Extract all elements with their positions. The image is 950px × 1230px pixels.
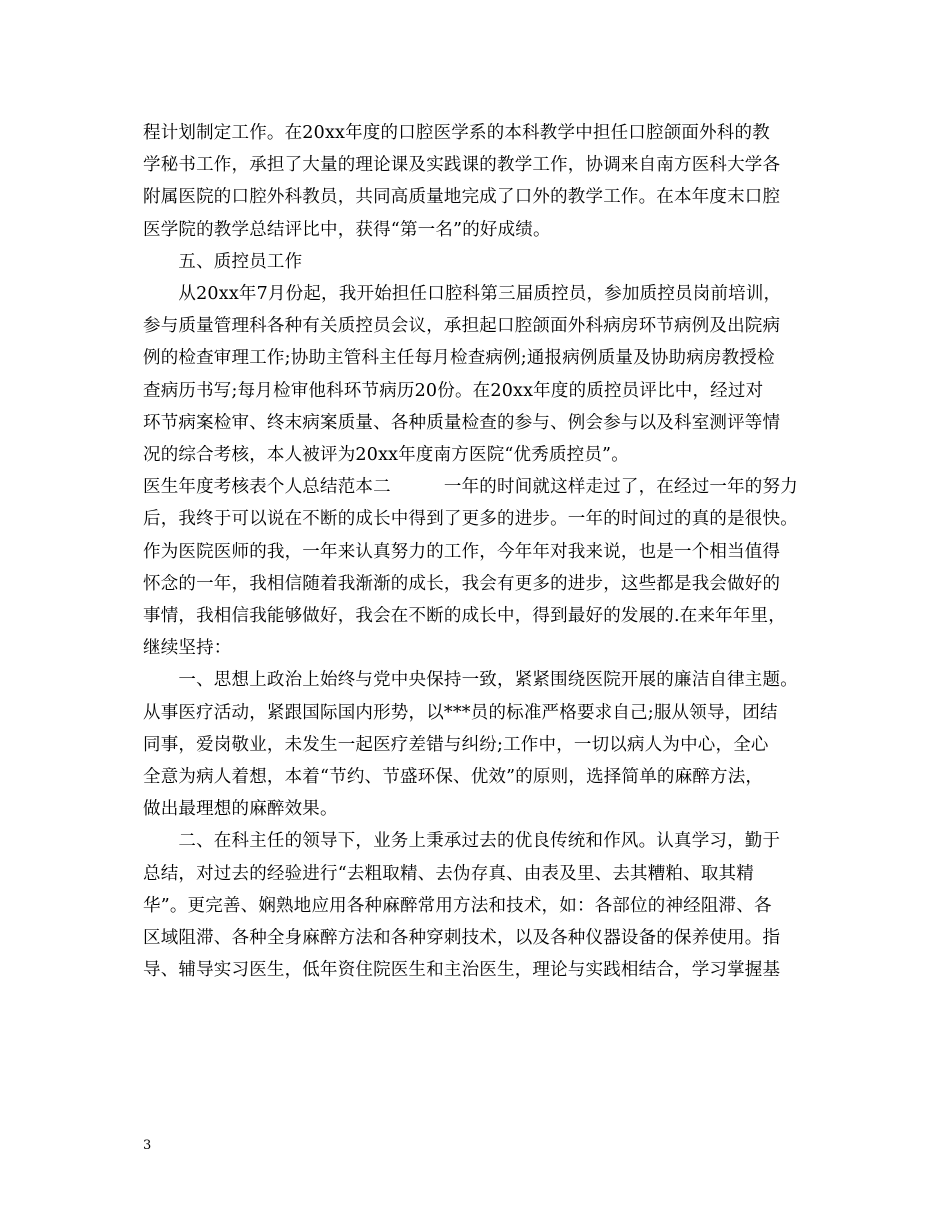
text-line: 医学院的教学总结评比中，获得“第一名”的好成绩。: [143, 219, 551, 240]
text-line: 从事医疗活动，紧跟国际国内形势，以***员的标准严格要求自己;服从领导，团结: [143, 702, 778, 723]
text-line: 事情，我相信我能够做好，我会在不断的成长中，得到最好的发展的.在来年年里，: [143, 606, 786, 626]
text-line: 五、质控员工作: [143, 251, 303, 272]
text-line: 怀念的一年，我相信随着我渐渐的成长，我会有更多的进步，这些都是我会做好的: [143, 573, 781, 594]
text-line: 从20xx年7月份起，我开始担任口腔科第三届质控员，参加质控员岗前培训，: [143, 284, 782, 304]
text-line: 例的检查审理工作;协助主管科主任每月检查病例;通报病例质量及协助病房教授检: [143, 348, 775, 369]
text-line: 学秘书工作，承担了大量的理论课及实践课的教学工作，协调来自南方医科大学各: [143, 155, 781, 176]
text-line: 一、思想上政治上始终与党中央保持一致，紧紧围绕医院开展的廉洁自律主题。: [143, 670, 798, 691]
text-line: 全意为病人着想，本着“节约、节盛环保、优效”的原则，选择简单的麻醉方法，: [143, 767, 764, 787]
text-line: 华”。更完善、娴熟地应用各种麻醉常用方法和技术，如：各部位的神经阻滞、各: [143, 895, 772, 916]
text-line: 总结，对过去的经验进行“去粗取精、去伪存真、由表及里、去其糟粕、取其精: [143, 863, 754, 884]
text-line: 况的综合考核，本人被评为20xx年度南方医院“优秀质控员”。: [143, 445, 629, 465]
text-line: 后，我终于可以说在不断的成长中得到了更多的进步。一年的时间过的真的是很快。: [143, 509, 798, 530]
text-line: 查病历书写;每月检审他科环节病历20份。在20xx年度的质控员评比中，经过对: [143, 380, 764, 401]
text-line: 参与质量管理科各种有关质控员会议，承担起口腔颌面外科病房环节病例及出院病: [143, 316, 781, 337]
text-line: 程计划制定工作。在20xx年度的口腔医学系的本科教学中担任口腔颌面外科的教: [143, 123, 770, 143]
text-line: 环节病案检审、终末病案质量、各种质量检查的参与、例会参与以及科室测评等情: [143, 412, 781, 433]
text-line: 二、在科主任的领导下，业务上秉承过去的优良传统和作风。认真学习，勤于: [143, 831, 781, 852]
text-line: 同事，爱岗敬业，未发生一起医疗差错与纠纷;工作中，一切以病人为中心，全心: [143, 734, 769, 755]
text-line: 区域阻滞、各种全身麻醉方法和各种穿刺技术，以及各种仪器设备的保养使用。指: [143, 928, 781, 948]
text-line: 医生年度考核表个人总结范本二 一年的时间就这样走过了，在经过一年的努力: [143, 477, 798, 498]
text-line: 导、辅导实习医生，低年资住院医生和主治医生，理论与实践相结合，学习掌握基: [143, 960, 781, 981]
text-line: 附属医院的口腔外科教员，共同高质量地完成了口外的教学工作。在本年度末口腔: [143, 187, 781, 208]
page-number: 3: [143, 1138, 152, 1153]
text-line: 做出最理想的麻醉效果。: [143, 799, 338, 820]
text-line: 继续坚持：: [143, 638, 232, 659]
text-line: 作为医院医师的我，一年来认真努力的工作，今年年对我来说，也是一个相当值得: [143, 541, 781, 562]
